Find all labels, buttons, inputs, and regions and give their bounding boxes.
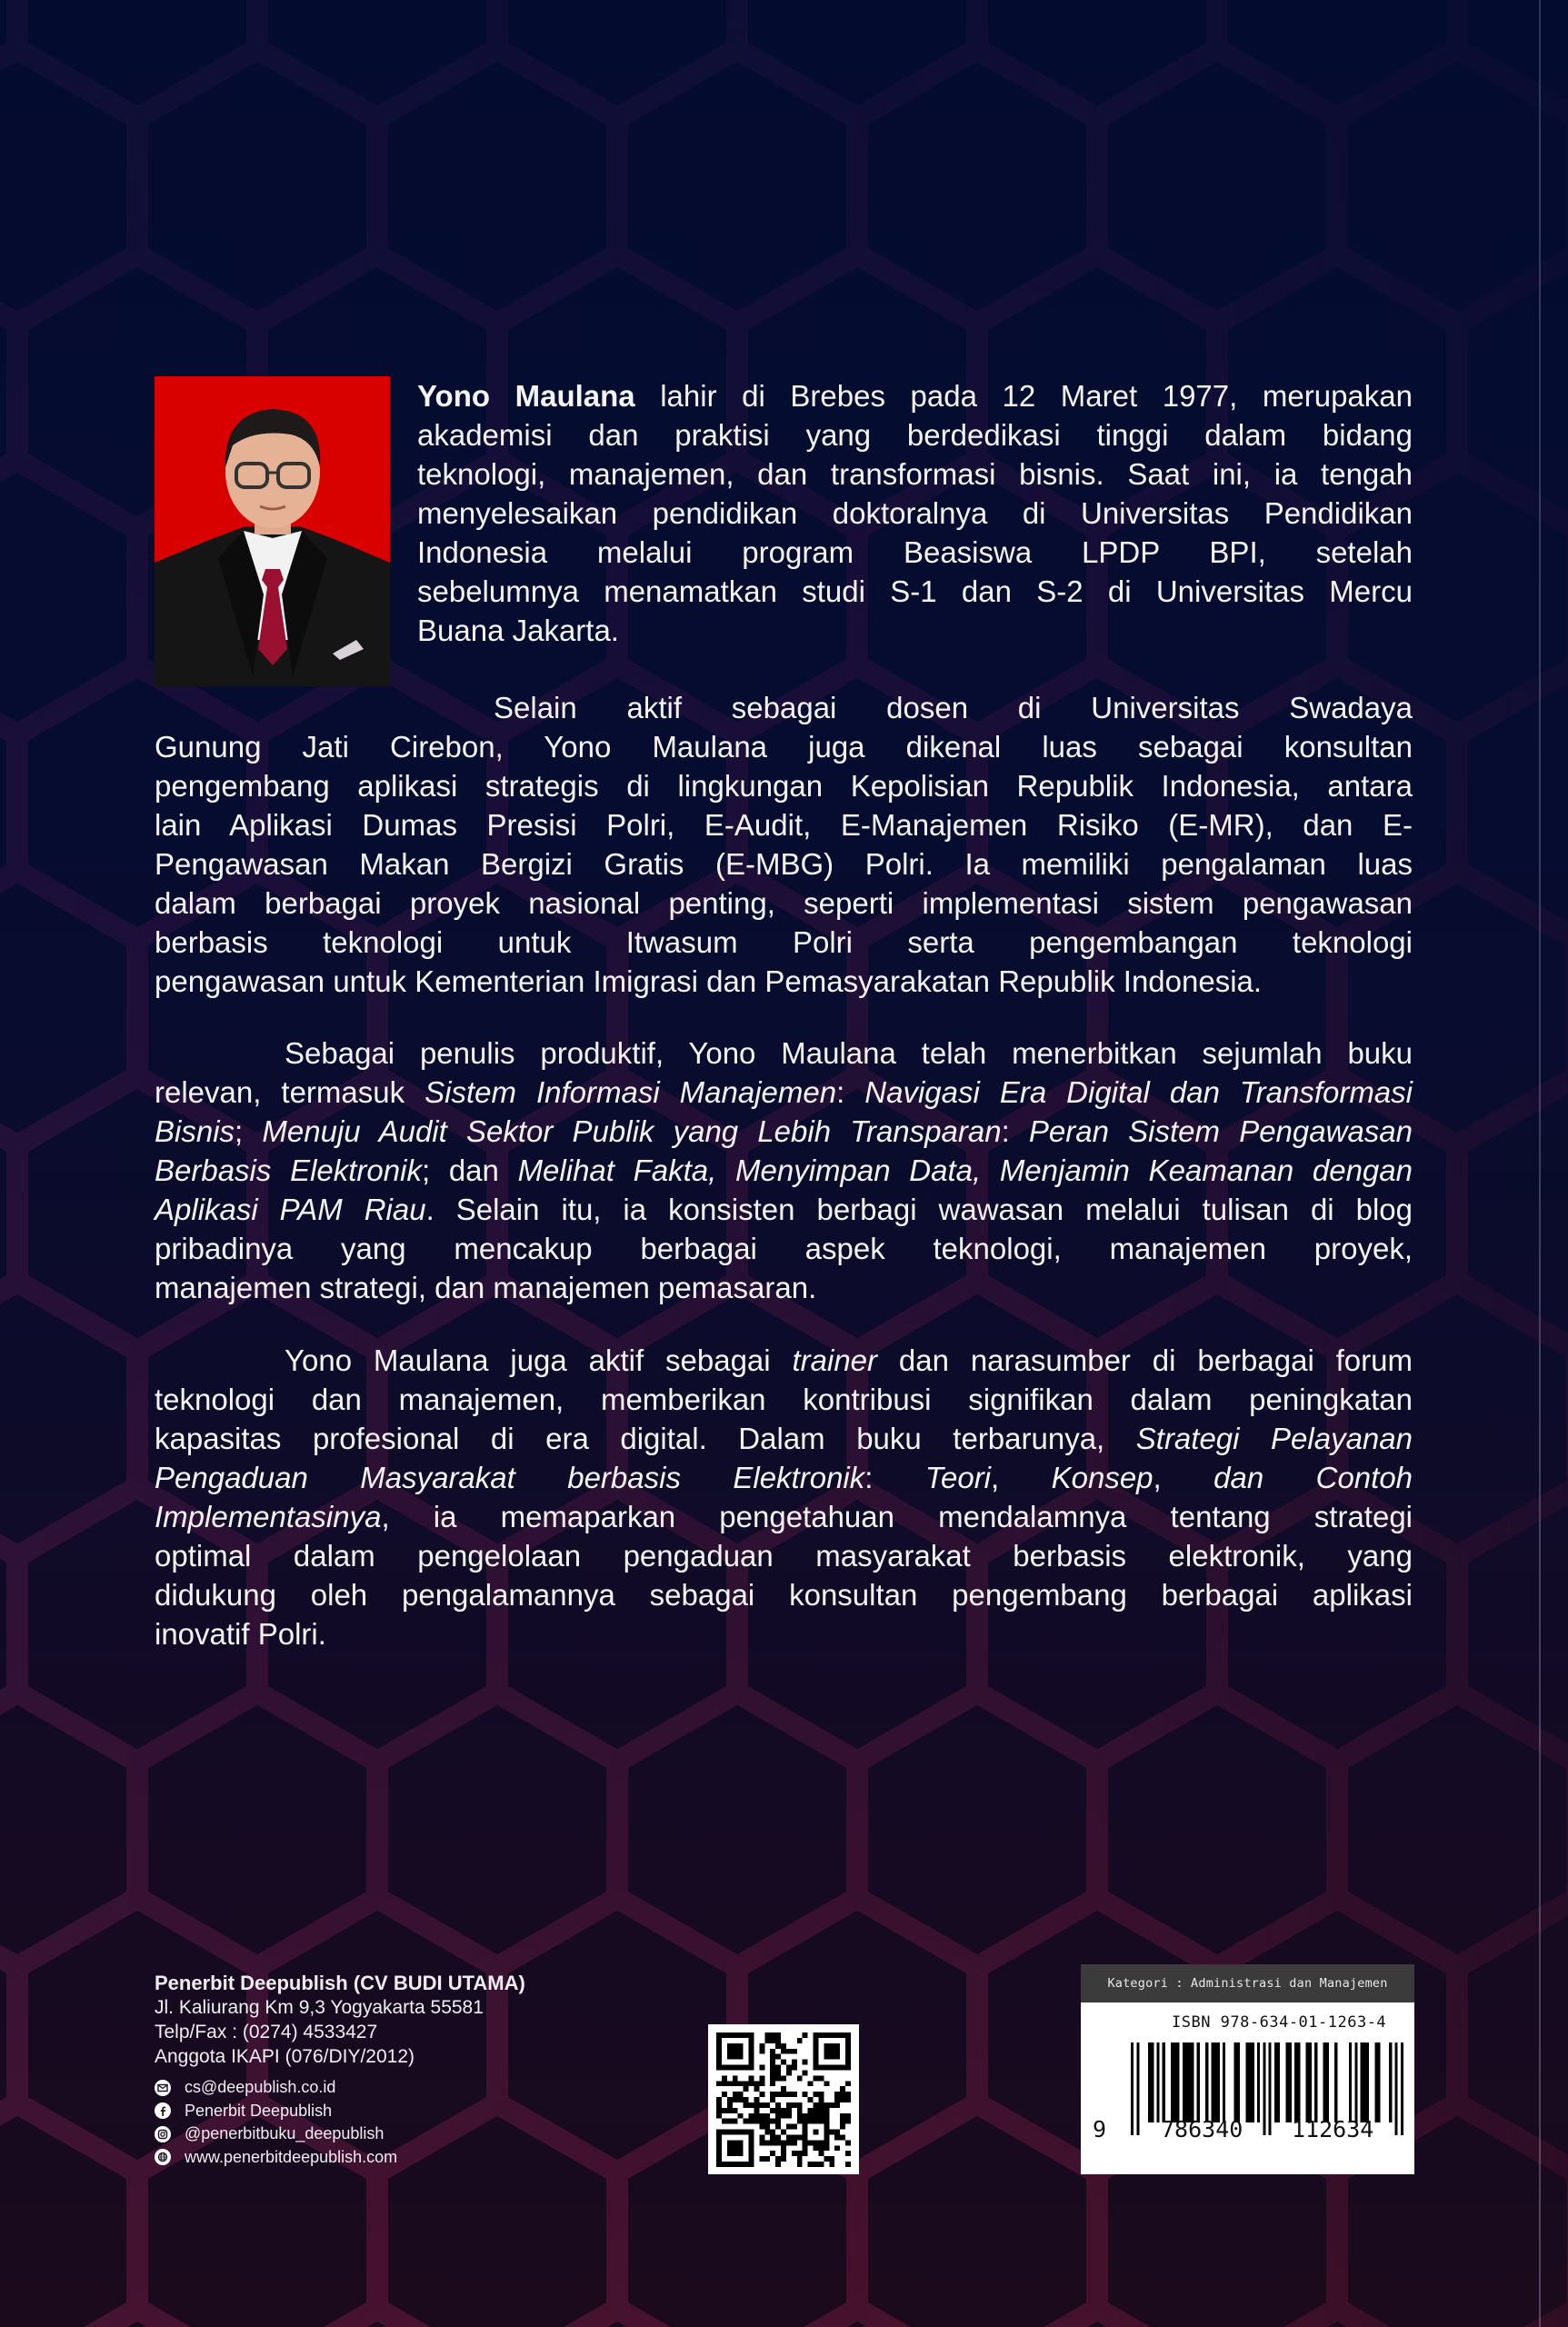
bio-text: Navigasi Era Digital dan Transformasi — [864, 1075, 1413, 1109]
bio-text: Bisnis — [155, 1114, 235, 1148]
bio-text: Melihat Fakta, Menyimpan Data, Menjamin Keamanan dengan — [517, 1154, 1413, 1187]
bio-line — [155, 884, 1413, 923]
bio-paragraph-2 — [155, 688, 1413, 1001]
bio-paragraph-3 — [155, 1034, 1413, 1307]
bio-text: berbasis teknologi untuk Itwasum Polri serta pengembangan teknologi — [155, 925, 1413, 959]
bio-line — [155, 1112, 1413, 1151]
publisher-contacts — [155, 2076, 525, 2169]
publisher-membership: Anggota IKAPI (076/DIY/2012) — [155, 2046, 415, 2067]
bio-text: manajemen strategi, dan manajemen pemasaran. — [155, 1271, 817, 1304]
bio-paragraph-4 — [155, 1341, 1413, 1653]
bio-paragraph-1 — [155, 376, 1413, 650]
bio-text: dan narasumber di berbagai forum — [877, 1343, 1413, 1377]
bio-text: pribadinya yang mencakup berbagai aspek teknologi, manajemen proyek, — [155, 1232, 1413, 1265]
bio-text: Selain aktif sebagai dosen di Universitas Swadaya — [494, 691, 1413, 724]
bio-line — [155, 1268, 1413, 1307]
barcode-left-digits: 786340 — [1161, 2116, 1243, 2142]
bio-text: Strategi Pelayanan — [1135, 1422, 1413, 1455]
isbn-barcode-area — [1081, 2002, 1414, 2174]
bio-text: lahir di Brebes pada 12 Maret 1977, merupakan — [634, 379, 1413, 413]
contact-facebook[interactable] — [155, 2100, 525, 2123]
bio-text: menyelesaikan pendidikan doktoralnya di Universitas Pendidikan — [417, 496, 1413, 530]
bio-text: Implementasinya — [155, 1500, 382, 1533]
bio-line — [155, 1151, 1413, 1190]
publisher-name: Penerbit Deepublish (CV BUDI UTAMA) — [155, 1972, 525, 1994]
bio-text: Indonesia melalui program Beasiswa LPDP BPI, setelah — [417, 535, 1413, 569]
contact-email-text: cs@deepublish.co.id — [185, 2078, 336, 2097]
spine-edge-line — [1539, 0, 1541, 2327]
bio-line — [155, 1229, 1413, 1268]
bio-text: trainer — [792, 1343, 878, 1377]
bio-text: dalam berbagai proyek nasional penting, seperti implementasi sistem pengawasan — [155, 886, 1413, 920]
bio-text: sebelumnya menamatkan studi S-1 dan S-2 di Universitas Mercu — [417, 574, 1413, 608]
bio-line — [155, 688, 1413, 727]
contact-instagram[interactable] — [155, 2122, 525, 2146]
contact-facebook-text: Penerbit Deepublish — [185, 2101, 333, 2120]
bio-text: : — [836, 1075, 865, 1109]
bio-text: dan Contoh — [1213, 1461, 1413, 1494]
bio-text: didukung oleh pengalamannya sebagai konsultan pengembang berbagai aplikasi — [155, 1578, 1413, 1612]
qr-code[interactable] — [708, 2024, 859, 2174]
bio-line — [155, 805, 1413, 844]
bio-text: ; dan — [421, 1154, 518, 1187]
instagram-icon — [155, 2126, 171, 2142]
bio-line — [155, 1380, 1413, 1419]
bio-text: : — [1001, 1114, 1029, 1148]
book-category: Kategori : Administrasi dan Manajemen — [1081, 1964, 1414, 2002]
bio-line — [417, 494, 1413, 533]
bio-line — [155, 923, 1413, 962]
bio-text: pengawasan untuk Kementerian Imigrasi dan Pemasyarakatan Republik Indonesia. — [155, 964, 1263, 998]
bio-text: . Selain itu, ia konsisten berbagi wawasan melalui tulisan di blog — [425, 1193, 1413, 1226]
contact-email[interactable] — [155, 2076, 525, 2100]
bio-text: Konsep — [1051, 1461, 1154, 1494]
isbn-barcode-label — [1081, 1964, 1414, 2174]
bio-line — [417, 376, 1413, 415]
bio-line — [155, 1575, 1413, 1614]
bio-text: relevan, termasuk — [155, 1075, 425, 1109]
bio-text: , ia memaparkan pengetahuan mendalamnya tentang strategi — [381, 1500, 1413, 1533]
bio-line — [155, 727, 1413, 766]
publisher-info — [155, 1971, 525, 2169]
contact-instagram-text: @penerbitbuku_deepublish — [185, 2124, 385, 2143]
bio-line — [155, 1497, 1413, 1536]
bio-text: , — [1153, 1461, 1214, 1494]
bio-text: akademisi dan praktisi yang berdedikasi tinggi dalam bidang — [417, 418, 1413, 452]
bio-text: teknologi dan manajemen, memberikan kontribusi signifikan dalam peningkatan — [155, 1383, 1413, 1416]
bio-text: , — [991, 1461, 1052, 1494]
contact-website[interactable] — [155, 2146, 525, 2170]
bio-line — [155, 766, 1413, 805]
bio-text: Pengaduan Masyarakat berbasis Elektronik — [155, 1461, 865, 1494]
bio-text: Menuju Audit Sektor Publik yang Lebih Transparan — [262, 1114, 1002, 1148]
facebook-icon — [155, 2102, 171, 2119]
bio-text: ; — [235, 1114, 263, 1148]
bio-text: Gunung Jati Cirebon, Yono Maulana juga dikenal luas sebagai konsultan — [155, 730, 1413, 764]
bio-line — [155, 844, 1413, 884]
bio-line — [417, 533, 1413, 572]
author-name: Yono Maulana — [417, 379, 635, 413]
bio-text: Sistem Informasi Manajemen — [424, 1075, 837, 1109]
bio-text: inovatif Polri. — [155, 1617, 326, 1651]
bio-text: Pengawasan Makan Bergizi Gratis (E-MBG) Polri. Ia memiliki pengalaman luas — [155, 847, 1413, 881]
bio-line — [417, 572, 1413, 611]
bio-line — [155, 1614, 1413, 1653]
bio-text: Peran Sistem Pengawasan — [1028, 1114, 1413, 1148]
bio-line — [155, 1419, 1413, 1458]
bio-line — [417, 611, 1413, 650]
publisher-address: Jl. Kaliurang Km 9,3 Yogyakarta 55581 — [155, 1997, 484, 2018]
bio-line — [155, 1190, 1413, 1229]
bio-text: kapasitas profesional di era digital. Dalam buku terbarunya, — [155, 1422, 1136, 1455]
bio-line — [417, 415, 1413, 454]
contact-website-text: www.penerbitdeepublish.com — [185, 2147, 398, 2166]
bio-text: teknologi, manajemen, dan transformasi bisnis. Saat ini, ia tengah — [417, 457, 1413, 491]
bio-text: Teori — [924, 1461, 992, 1494]
barcode-right-digits: 112634 — [1292, 2116, 1374, 2142]
bio-text: Aplikasi PAM Riau — [155, 1193, 426, 1226]
bio-text: Yono Maulana juga aktif sebagai — [285, 1343, 793, 1377]
bio-line — [155, 1034, 1413, 1073]
bio-line — [155, 1458, 1413, 1497]
isbn-number: ISBN 978-634-01-1263-4 — [1172, 2013, 1387, 2032]
bio-text: lain Aplikasi Dumas Presisi Polri, E-Audit, E-Manajemen Risiko (E-MR), dan E- — [155, 808, 1413, 842]
bio-text: : — [864, 1461, 925, 1494]
publisher-phone: Telp/Fax : (0274) 4533427 — [155, 2022, 378, 2042]
barcode-lead-digit: 9 — [1093, 2116, 1107, 2142]
bio-line — [155, 1536, 1413, 1575]
bio-line — [155, 962, 1413, 1001]
bio-text: Sebagai penulis produktif, Yono Maulana telah menerbitkan sejumlah buku — [285, 1036, 1413, 1070]
bio-text: Buana Jakarta. — [417, 614, 619, 647]
bio-text: Berbasis Elektronik — [155, 1154, 422, 1187]
qr-code-image — [716, 2032, 851, 2167]
bio-text: pengembang aplikasi strategis di lingkungan Kepolisian Republik Indonesia, antara — [155, 769, 1413, 803]
bio-line — [155, 1073, 1413, 1112]
bio-line — [155, 1341, 1413, 1380]
bio-text: optimal dalam pengelolaan pengaduan masyarakat berbasis elektronik, yang — [155, 1539, 1413, 1573]
bio-line — [417, 454, 1413, 494]
globe-icon — [155, 2149, 171, 2165]
email-icon — [155, 2080, 171, 2096]
